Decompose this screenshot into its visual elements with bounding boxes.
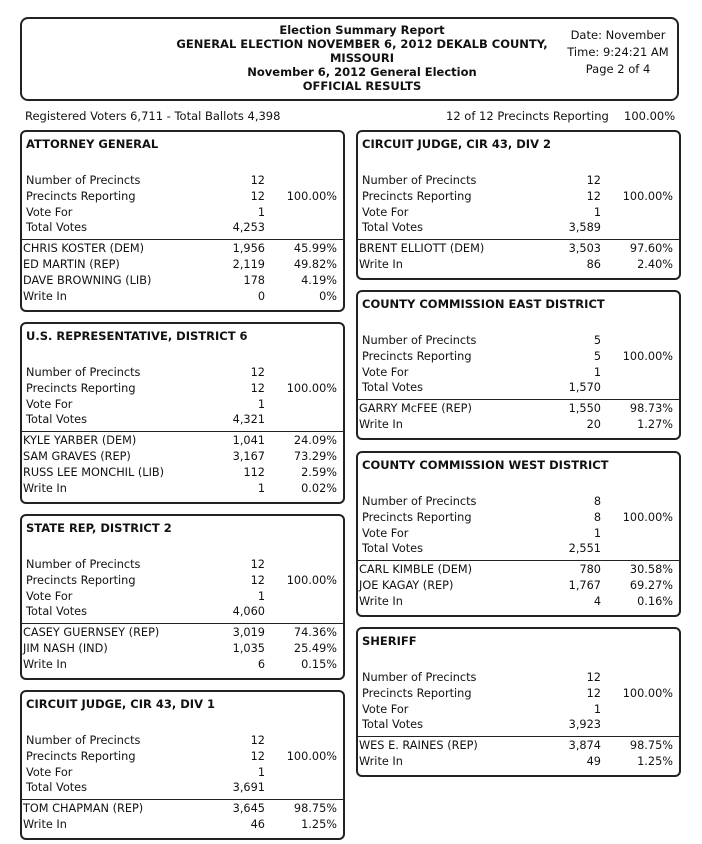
stat-row — [358, 349, 679, 365]
candidate-votes: 178 — [243, 273, 265, 287]
candidate-row — [22, 641, 343, 657]
stat-row — [358, 686, 679, 702]
candidate-percent: 49.82% — [293, 257, 337, 271]
stat-label: Number of Precincts — [362, 671, 477, 684]
stat-label: Total Votes — [362, 542, 424, 556]
candidate-name: CASEY GUERNSEY (REP) — [23, 626, 160, 640]
candidate-votes: 20 — [586, 417, 601, 431]
race-title: CIRCUIT JUDGE, CIR 43, DIV 1 — [26, 697, 215, 711]
candidate-percent: 98.73% — [629, 402, 673, 416]
stat-value: 1 — [593, 526, 601, 540]
candidate-row — [22, 625, 343, 641]
report-header — [20, 17, 679, 101]
stat-value: 12 — [250, 573, 265, 587]
candidate-percent: 0.02% — [301, 481, 337, 495]
stat-label: Vote For — [26, 765, 73, 779]
candidate-percent: 2.40% — [637, 257, 673, 271]
candidate-row — [22, 433, 343, 449]
candidate-list — [22, 239, 343, 304]
stat-value: 3,589 — [568, 221, 601, 235]
stat-label: Vote For — [362, 205, 409, 219]
stat-value: 1 — [257, 765, 265, 779]
candidate-votes: 2,119 — [232, 257, 265, 271]
stat-label: Vote For — [362, 702, 409, 716]
candidate-votes: 0 — [257, 289, 265, 303]
candidate-percent: 98.75% — [629, 739, 673, 753]
stat-label: Number of Precincts — [26, 558, 141, 571]
candidate-row — [358, 594, 679, 610]
candidate-list — [22, 431, 343, 496]
candidate-votes: 1,035 — [232, 641, 265, 655]
race-stats — [358, 173, 679, 236]
stat-percent: 100.00% — [622, 510, 673, 524]
candidate-list — [358, 736, 679, 770]
candidate-name: ED MARTIN (REP) — [23, 257, 120, 271]
race-box-county-commission-east — [356, 290, 681, 440]
candidate-row — [22, 289, 343, 305]
candidate-row — [358, 241, 679, 257]
candidate-name: WES E. RAINES (REP) — [359, 739, 478, 753]
race-box-us-representative-district-6 — [20, 322, 345, 504]
stat-label: Total Votes — [26, 413, 88, 427]
report-time: Time: 9:24:21 AM — [567, 45, 669, 59]
candidate-votes: 3,645 — [232, 802, 265, 816]
candidate-name: Write In — [23, 481, 67, 495]
candidate-row — [22, 449, 343, 465]
race-title: STATE REP, DISTRICT 2 — [26, 521, 172, 535]
race-box-state-rep-district-2 — [20, 514, 345, 680]
stat-row — [22, 397, 343, 413]
candidate-row — [358, 578, 679, 594]
stat-label: Vote For — [26, 397, 73, 411]
candidate-name: Write In — [359, 417, 403, 431]
candidate-votes: 3,167 — [232, 449, 265, 463]
candidate-name: CARL KIMBLE (DEM) — [359, 563, 473, 577]
stat-row — [22, 604, 343, 620]
stat-value: 1 — [593, 365, 601, 379]
stat-label: Total Votes — [26, 781, 88, 795]
stat-row — [358, 541, 679, 557]
stat-label: Total Votes — [26, 221, 88, 235]
stat-label: Total Votes — [26, 605, 88, 619]
stat-row — [358, 702, 679, 718]
stat-label: Number of Precincts — [362, 495, 477, 508]
stat-value: 12 — [250, 189, 265, 203]
race-box-circuit-judge-div-2 — [356, 130, 681, 280]
stat-value: 12 — [250, 174, 265, 187]
candidate-name: CHRIS KOSTER (DEM) — [23, 242, 145, 256]
stat-row — [22, 381, 343, 397]
candidate-list — [358, 239, 679, 273]
candidate-row — [22, 801, 343, 817]
candidate-percent: 69.27% — [629, 578, 673, 592]
stat-percent: 100.00% — [622, 349, 673, 363]
candidate-percent: 0% — [319, 289, 337, 303]
stat-label: Number of Precincts — [26, 174, 141, 187]
race-title: COUNTY COMMISSION WEST DISTRICT — [362, 458, 609, 472]
stat-row — [22, 749, 343, 765]
stat-value: 1 — [257, 205, 265, 219]
precincts-reporting-summary: 12 of 12 Precincts Reporting — [446, 109, 609, 123]
candidate-votes: 1,767 — [568, 578, 601, 592]
stat-percent: 100.00% — [286, 573, 337, 587]
stat-value: 2,551 — [568, 542, 601, 556]
candidate-row — [358, 401, 679, 417]
stat-row — [22, 189, 343, 205]
race-box-attorney-general — [20, 130, 345, 312]
candidate-name: TOM CHAPMAN (REP) — [23, 802, 144, 816]
page-number: Page 2 of 4 — [585, 62, 651, 76]
stat-row — [22, 573, 343, 589]
candidate-percent: 0.16% — [637, 594, 673, 608]
candidate-name: Write In — [23, 817, 67, 831]
candidate-percent: 4.19% — [301, 273, 337, 287]
stat-row — [22, 733, 343, 749]
candidate-name: Write In — [359, 257, 403, 271]
title-line: OFFICIAL RESULTS — [302, 79, 422, 93]
stat-value: 12 — [250, 749, 265, 763]
stat-value: 4,253 — [232, 221, 265, 235]
candidate-votes: 1,956 — [232, 242, 265, 256]
stat-label: Number of Precincts — [26, 734, 141, 747]
stat-value: 12 — [586, 174, 601, 187]
stat-row — [22, 780, 343, 796]
candidate-percent: 97.60% — [629, 242, 673, 256]
candidate-votes: 4 — [593, 594, 601, 608]
stat-row — [22, 220, 343, 236]
stat-percent: 100.00% — [286, 381, 337, 395]
stat-value: 1 — [593, 702, 601, 716]
candidate-votes: 86 — [586, 257, 601, 271]
candidate-row — [358, 754, 679, 770]
stat-label: Total Votes — [362, 718, 424, 732]
candidate-name: BRENT ELLIOTT (DEM) — [359, 242, 485, 256]
race-stats — [22, 173, 343, 236]
candidate-votes: 112 — [243, 465, 265, 479]
stat-percent: 100.00% — [622, 686, 673, 700]
stat-value: 5 — [593, 349, 601, 363]
race-box-county-commission-west — [356, 451, 681, 617]
candidate-percent: 98.75% — [293, 802, 337, 816]
race-stats — [358, 333, 679, 396]
stat-row — [22, 365, 343, 381]
stat-value: 3,691 — [232, 781, 265, 795]
stat-row — [358, 670, 679, 686]
candidate-row — [358, 417, 679, 433]
candidate-row — [22, 817, 343, 833]
stat-value: 12 — [586, 686, 601, 700]
stat-label: Precincts Reporting — [26, 381, 136, 395]
stat-row — [358, 494, 679, 510]
candidate-percent: 1.25% — [301, 817, 337, 831]
candidate-list — [358, 399, 679, 433]
candidate-votes: 1,041 — [232, 434, 265, 448]
candidate-percent: 1.25% — [637, 754, 673, 768]
stat-label: Total Votes — [362, 221, 424, 235]
race-stats — [22, 557, 343, 620]
race-stats — [358, 494, 679, 557]
stat-percent: 100.00% — [622, 189, 673, 203]
title-line: GENERAL ELECTION NOVEMBER 6, 2012 DEKALB COUNTY, — [176, 37, 548, 51]
candidate-row — [358, 257, 679, 273]
stat-row — [22, 173, 343, 189]
stat-label: Precincts Reporting — [362, 686, 472, 700]
race-stats — [358, 670, 679, 733]
stat-row — [358, 510, 679, 526]
stat-label: Precincts Reporting — [26, 189, 136, 203]
stat-value: 8 — [593, 510, 601, 524]
candidate-votes: 3,874 — [568, 739, 601, 753]
stat-value: 12 — [586, 189, 601, 203]
stat-value: 1,570 — [568, 381, 601, 395]
stat-label: Number of Precincts — [362, 174, 477, 187]
stat-label: Precincts Reporting — [362, 189, 472, 203]
race-stats — [22, 733, 343, 796]
candidate-row — [358, 562, 679, 578]
stat-value: 12 — [250, 734, 265, 747]
stat-row — [22, 765, 343, 781]
registered-voters: Registered Voters 6,711 - Total Ballots 4,398 — [25, 109, 281, 123]
precincts-reporting-percent: 100.00% — [624, 109, 676, 123]
race-box-sheriff — [356, 627, 681, 777]
candidate-percent: 2.59% — [301, 465, 337, 479]
candidate-votes: 3,503 — [568, 242, 601, 256]
report-date: Date: November — [570, 28, 666, 42]
candidate-name: Write In — [23, 289, 67, 303]
stat-row — [22, 205, 343, 221]
candidate-votes: 1 — [257, 481, 265, 495]
stat-label: Precincts Reporting — [26, 749, 136, 763]
race-box-circuit-judge-div-1 — [20, 690, 345, 840]
stat-label: Precincts Reporting — [26, 573, 136, 587]
candidate-name: JIM NASH (IND) — [23, 641, 108, 655]
candidate-list — [22, 799, 343, 833]
stat-row — [22, 589, 343, 605]
stat-label: Vote For — [26, 589, 73, 603]
candidate-percent: 0.15% — [301, 657, 337, 671]
candidate-votes: 49 — [586, 754, 601, 768]
stat-value: 12 — [586, 671, 601, 684]
title-line: Election Summary Report — [279, 23, 445, 37]
stat-row — [358, 189, 679, 205]
candidate-name: Write In — [23, 657, 67, 671]
stat-row — [22, 557, 343, 573]
stat-value: 3,923 — [568, 718, 601, 732]
stat-row — [358, 526, 679, 542]
stat-percent: 100.00% — [286, 189, 337, 203]
candidate-votes: 3,019 — [232, 626, 265, 640]
candidate-row — [22, 481, 343, 497]
candidate-name: RUSS LEE MONCHIL (LIB) — [23, 465, 165, 479]
candidate-votes: 6 — [257, 657, 265, 671]
candidate-list — [22, 623, 343, 672]
stat-label: Total Votes — [362, 381, 424, 395]
candidate-percent: 74.36% — [293, 626, 337, 640]
candidate-percent: 30.58% — [629, 563, 673, 577]
stat-value: 1 — [593, 205, 601, 219]
candidate-name: JOE KAGAY (REP) — [359, 578, 454, 592]
candidate-percent: 25.49% — [293, 641, 337, 655]
stat-row — [22, 412, 343, 428]
stat-label: Number of Precincts — [26, 366, 141, 379]
stat-row — [358, 380, 679, 396]
race-stats — [22, 365, 343, 428]
race-title: SHERIFF — [362, 634, 417, 648]
report-title — [142, 23, 582, 93]
title-line: MISSOURI — [329, 51, 395, 65]
stat-label: Precincts Reporting — [362, 510, 472, 524]
stat-label: Vote For — [26, 205, 73, 219]
stat-value: 4,321 — [232, 413, 265, 427]
stat-row — [358, 173, 679, 189]
race-title: COUNTY COMMISSION EAST DISTRICT — [362, 297, 605, 311]
candidate-name: SAM GRAVES (REP) — [23, 449, 131, 463]
stat-label: Vote For — [362, 526, 409, 540]
stat-value: 8 — [593, 495, 601, 508]
stat-row — [358, 333, 679, 349]
stat-value: 12 — [250, 381, 265, 395]
candidate-row — [22, 465, 343, 481]
candidate-name: GARRY McFEE (REP) — [359, 402, 472, 416]
stat-value: 4,060 — [232, 605, 265, 619]
candidate-percent: 73.29% — [293, 449, 337, 463]
stat-label: Precincts Reporting — [362, 349, 472, 363]
candidate-row — [22, 657, 343, 673]
candidate-votes: 46 — [250, 817, 265, 831]
candidate-name: KYLE YARBER (DEM) — [23, 434, 137, 448]
race-title: U.S. REPRESENTATIVE, DISTRICT 6 — [26, 329, 248, 343]
race-title: ATTORNEY GENERAL — [26, 137, 159, 151]
stat-value: 1 — [257, 589, 265, 603]
stat-row — [358, 205, 679, 221]
candidate-name: Write In — [359, 754, 403, 768]
stat-percent: 100.00% — [286, 749, 337, 763]
stat-value: 1 — [257, 397, 265, 411]
stat-row — [358, 365, 679, 381]
candidate-percent: 45.99% — [293, 242, 337, 256]
candidate-votes: 780 — [579, 563, 601, 577]
stat-value: 12 — [250, 558, 265, 571]
stat-label: Vote For — [362, 365, 409, 379]
candidate-row — [22, 241, 343, 257]
candidate-percent: 1.27% — [637, 417, 673, 431]
candidate-name: DAVE BROWNING (LIB) — [23, 273, 152, 287]
race-title: CIRCUIT JUDGE, CIR 43, DIV 2 — [362, 137, 551, 151]
title-line: November 6, 2012 General Election — [247, 65, 477, 79]
stat-label: Number of Precincts — [362, 334, 477, 347]
stat-row — [358, 717, 679, 733]
stat-value: 12 — [250, 366, 265, 379]
candidate-name: Write In — [359, 594, 403, 608]
candidate-percent: 24.09% — [293, 434, 337, 448]
report-meta — [563, 27, 673, 78]
candidate-row — [22, 257, 343, 273]
candidate-row — [22, 273, 343, 289]
stat-row — [358, 220, 679, 236]
candidate-row — [358, 738, 679, 754]
stat-value: 5 — [593, 334, 601, 347]
candidate-list — [358, 560, 679, 609]
candidate-votes: 1,550 — [568, 402, 601, 416]
